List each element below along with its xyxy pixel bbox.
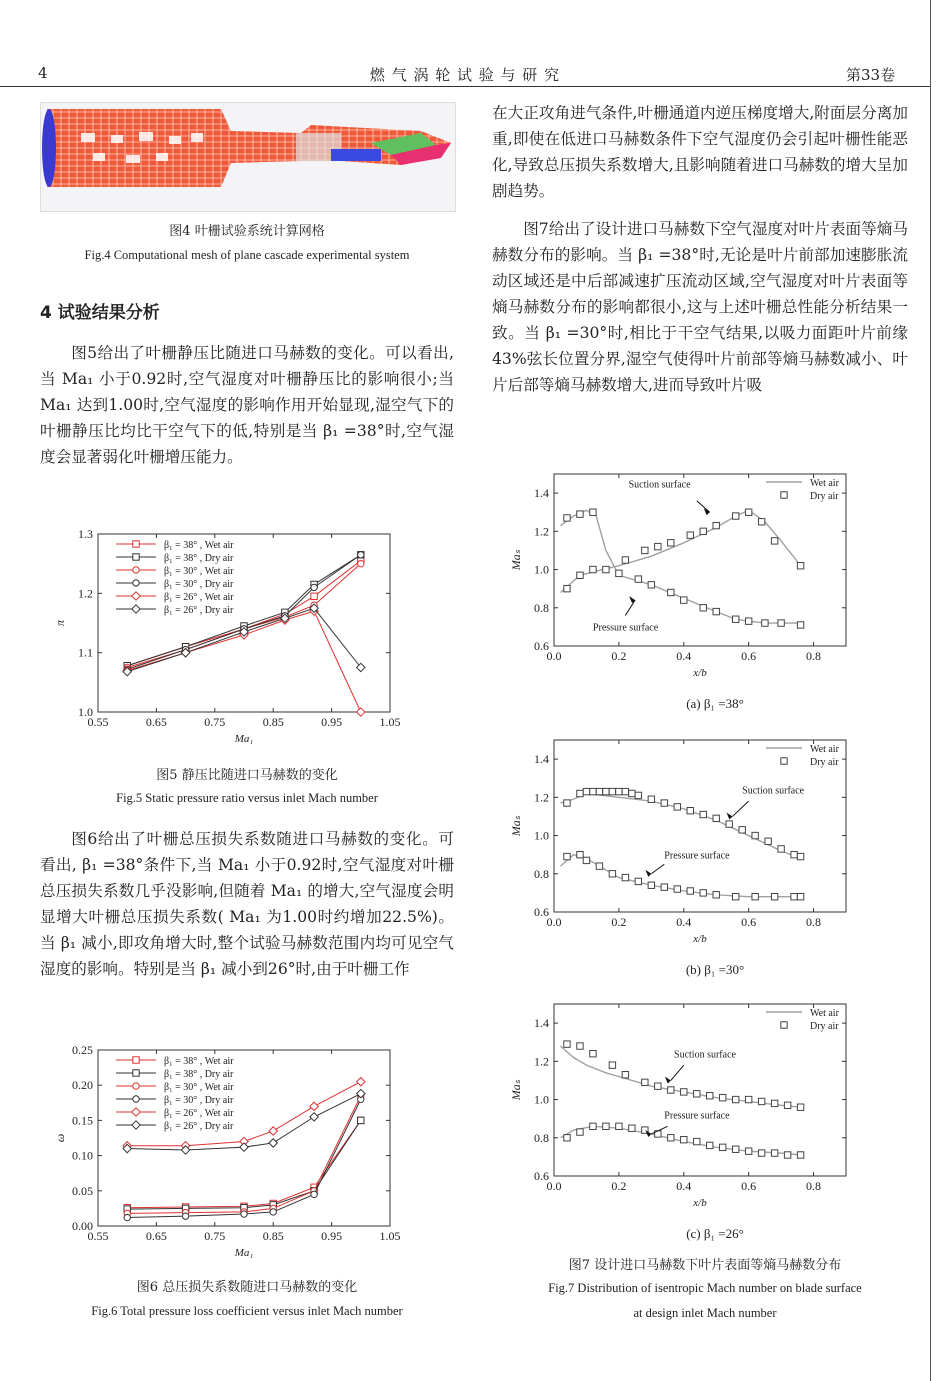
- y-tick-label: 1.2: [534, 524, 549, 539]
- fig6-caption-cn: 图6 总压损失系数随进口马赫数的变化: [136, 1280, 358, 1295]
- dry-air-point: [797, 853, 803, 859]
- fig7b-chart: [500, 728, 880, 956]
- dry-air-point: [700, 605, 706, 611]
- dry-air-point: [713, 892, 719, 898]
- y-tick-label: 1.0: [534, 562, 549, 577]
- fig7-caption-cn: 图7 设计进口马赫数下叶片表面等熵马赫数分布: [568, 1258, 842, 1273]
- page-number: 4: [38, 64, 48, 82]
- dry-air-point: [590, 566, 596, 572]
- y-tick-label: 1.1: [78, 645, 93, 660]
- dry-air-point: [739, 827, 745, 833]
- x-tick-label: 0.75: [204, 715, 226, 729]
- data-point: [240, 1143, 248, 1151]
- dry-air-point: [635, 576, 641, 582]
- series-line: [127, 1120, 361, 1207]
- y-tick-label: 0.6: [534, 1169, 549, 1183]
- legend-marker: [133, 1070, 139, 1076]
- dry-air-point: [687, 808, 693, 814]
- x-tick-label: 0.85: [262, 715, 284, 729]
- data-point: [311, 584, 317, 590]
- dry-air-point: [707, 1093, 713, 1099]
- legend-label: Wet air: [810, 478, 839, 489]
- annotation-arrow: [651, 864, 664, 874]
- legend-marker: [132, 1121, 140, 1129]
- legend-label: Dry air: [810, 757, 839, 768]
- dry-air-point: [603, 1123, 609, 1129]
- legend-label: Dry air: [810, 491, 839, 502]
- dry-air-point: [700, 890, 706, 896]
- legend-label: β₁ = 30° , Wet air: [164, 1082, 234, 1093]
- fig6-caption-en: Fig.6 Total pressure loss coefficient versus inlet Mach number: [91, 1304, 403, 1318]
- dry-air-point: [732, 616, 738, 622]
- dry-air-point: [732, 1096, 738, 1102]
- header-rule: [0, 86, 930, 87]
- fig4-caption-en: Fig.4 Computational mesh of plane cascade experimental system: [84, 248, 410, 262]
- fig5-caption-en: Fig.5 Static pressure ratio versus inlet Mach number: [116, 791, 378, 805]
- x-tick-label: 0.0: [546, 649, 562, 663]
- annotation-arrow: [625, 600, 635, 615]
- left-paragraph-1-text: 图5给出了叶栅静压比随进口马赫数的变化。可以看出,当 Ma₁ 小于0.92时,空气湿度对叶栅静压比的影响很小;当 Ma₁ 达到1.00时,空气湿度的影响作用开始显现,湿空气下的叶栅静压比均比干空气下的低,特别是当 β₁ =38°时,空气湿度会显著弱化叶栅增压能力。: [40, 344, 454, 466]
- data-point: [311, 1191, 317, 1197]
- dry-air-point: [732, 1146, 738, 1152]
- dry-air-point: [622, 788, 628, 794]
- left-paragraph-2-text: 图6给出了叶栅总压损失系数随进口马赫数的变化。可看出, β₁ =38°条件下,当 Ma₁ 小于0.92时,空气湿度对叶栅总压损失系数几乎没影响,但随着 Ma₁ 的增大,空气湿度会明显增大叶栅总压损失系数( Ma₁ 为1.00时约增加22.5%)。当 β₁ 减小,即攻角增大时,整个试验马赫数范围内均可见空气湿度的影响。特别是当 β₁ 减小到26°时,由于叶栅工作: [40, 830, 454, 978]
- annotation-arrow: [732, 801, 748, 816]
- dry-air-point: [732, 894, 738, 900]
- series-line: [127, 1082, 361, 1146]
- x-axis-label: Ma₁: [234, 733, 254, 745]
- dry-air-point: [713, 608, 719, 614]
- dry-air-point: [655, 543, 661, 549]
- plot-frame: [554, 1004, 846, 1176]
- journal-title: 燃 气 涡 轮 试 验 与 研 究: [369, 66, 561, 84]
- annotation-arrowhead: [665, 1076, 671, 1083]
- data-point: [311, 593, 317, 599]
- dry-air-point: [661, 884, 667, 890]
- y-axis-label: π: [53, 619, 67, 627]
- dry-air-point: [681, 1136, 687, 1142]
- y-tick-label: 0.8: [534, 866, 549, 881]
- fig7a-chart: [500, 462, 880, 690]
- legend-marker: [781, 1022, 787, 1028]
- data-point: [358, 552, 364, 558]
- dry-air-point: [609, 788, 615, 794]
- legend-marker: [133, 1096, 139, 1102]
- dry-air-point: [778, 620, 784, 626]
- fig7b-label: (b) β₁ =30°: [685, 962, 745, 977]
- y-tick-label: 1.0: [534, 1092, 549, 1107]
- x-tick-label: 0.8: [806, 915, 822, 929]
- x-tick-label: 0.0: [546, 1179, 562, 1193]
- y-tick-label: 1.4: [534, 1016, 549, 1031]
- y-tick-label: 1.2: [78, 586, 93, 601]
- dry-air-point: [577, 572, 583, 578]
- legend-marker: [132, 1108, 140, 1116]
- legend-label: β₁ = 38° , Wet air: [164, 540, 234, 551]
- dry-air-point: [564, 515, 570, 521]
- dry-air-point: [609, 1062, 615, 1068]
- dry-air-point: [622, 557, 628, 563]
- legend-marker: [781, 758, 787, 764]
- x-tick-label: 0.6: [741, 1179, 757, 1193]
- legend-label: β₁ = 38° , Dry air: [164, 553, 234, 564]
- legend-label: β₁ = 26° , Wet air: [164, 592, 234, 603]
- dry-air-point: [583, 788, 589, 794]
- data-point: [269, 1139, 277, 1147]
- legend-marker: [133, 567, 139, 573]
- dry-air-point: [797, 1104, 803, 1110]
- right-paragraph-2-text: 图7给出了设计进口马赫数下空气湿度对叶片表面等熵马赫数分布的影响。当 β₁ =38°时,无论是叶片前部加速膨胀流动区域还是中后部减速扩压流动区域,空气湿度对叶片表面等熵马赫数分布的影响都很小,这与上述叶栅总性能分析结果一致。当 β₁ =30°时,相比于干空气结果,以吸力面距叶片前缘43%弦长位置分界,湿空气使得叶片前部等熵马赫数减小、叶片后部等熵马赫数增大,进而导致叶片吸: [492, 220, 908, 394]
- dry-air-point: [648, 796, 654, 802]
- mesh-drawing: [41, 103, 455, 211]
- legend-label: Wet air: [810, 1008, 839, 1019]
- y-tick-label: 0.05: [72, 1183, 93, 1198]
- dry-air-point: [791, 894, 797, 900]
- data-point: [310, 1113, 318, 1121]
- dry-air-point: [577, 1129, 583, 1135]
- series-line: [127, 1096, 361, 1214]
- x-tick-label: 0.4: [676, 915, 692, 929]
- x-tick-label: 0.8: [806, 1179, 822, 1193]
- right-paragraph-2: [492, 216, 908, 398]
- y-tick-label: 0.10: [72, 1148, 93, 1163]
- dry-air-point: [771, 1100, 777, 1106]
- x-tick-label: 0.55: [87, 715, 109, 729]
- y-axis-label: Maₛ: [509, 549, 523, 571]
- x-tick-label: 0.2: [611, 1179, 627, 1193]
- series-line: [127, 1099, 361, 1217]
- annotation-label: Suction surface: [742, 785, 805, 797]
- dry-air-point: [616, 1123, 622, 1129]
- y-tick-label: 0.00: [72, 1219, 93, 1233]
- data-point: [269, 1127, 277, 1135]
- x-tick-label: 0.65: [145, 715, 167, 729]
- data-point: [241, 1211, 247, 1217]
- dry-air-point: [700, 811, 706, 817]
- dry-air-point: [687, 532, 693, 538]
- data-point: [270, 1209, 276, 1215]
- x-axis-label: x/b: [693, 1197, 707, 1209]
- dry-air-point: [707, 1142, 713, 1148]
- dry-air-point: [745, 1148, 751, 1154]
- dry-air-point: [590, 509, 596, 515]
- legend-marker: [781, 492, 787, 498]
- y-tick-label: 0.8: [534, 600, 549, 615]
- y-tick-label: 1.4: [534, 486, 549, 501]
- x-tick-label: 0.2: [611, 915, 627, 929]
- annotation-arrow: [697, 501, 710, 512]
- x-tick-label: 0.85: [262, 1229, 284, 1243]
- legend-label: β₁ = 38° , Dry air: [164, 1069, 234, 1080]
- y-tick-label: 0.6: [534, 639, 549, 653]
- data-point: [358, 1117, 364, 1123]
- dry-air-point: [797, 622, 803, 628]
- y-axis-label: Maₛ: [509, 1079, 523, 1101]
- legend-marker: [133, 580, 139, 586]
- annotation-arrowhead: [645, 870, 651, 877]
- annotation-label: Pressure surface: [664, 850, 730, 862]
- dry-air-point: [681, 597, 687, 603]
- dry-air-point: [797, 1152, 803, 1158]
- legend-marker: [133, 1057, 139, 1063]
- data-point: [357, 1077, 365, 1085]
- x-tick-label: 0.2: [611, 649, 627, 663]
- dry-air-point: [577, 851, 583, 857]
- right-paragraph-1-text: 在大正攻角进气条件,叶栅通道内逆压梯度增大,附面层分离加重,即使在低进口马赫数条件下空气湿度仍会引起叶栅性能恶化,导致总压损失系数增大,且影响随着进口马赫数的增大呈加剧趋势。: [492, 104, 908, 200]
- plot-frame: [554, 474, 846, 646]
- dry-air-point: [668, 589, 674, 595]
- plot-frame: [554, 740, 846, 912]
- dry-air-point: [616, 570, 622, 576]
- x-tick-label: 1.05: [379, 1229, 401, 1243]
- dry-air-point: [668, 1135, 674, 1141]
- dry-air-point: [713, 815, 719, 821]
- x-axis-label: x/b: [693, 667, 707, 679]
- dry-air-point: [694, 1091, 700, 1097]
- dry-air-point: [577, 1043, 583, 1049]
- dry-air-point: [674, 886, 680, 892]
- dry-air-point: [635, 792, 641, 798]
- dry-air-point: [745, 1096, 751, 1102]
- data-point: [182, 1213, 188, 1219]
- y-tick-label: 0.25: [72, 1043, 93, 1057]
- dry-air-point: [752, 832, 758, 838]
- dry-air-point: [564, 853, 570, 859]
- dry-air-point: [635, 878, 641, 884]
- legend-marker: [133, 541, 139, 547]
- dry-air-point: [791, 851, 797, 857]
- fig7a-plot: [509, 474, 846, 679]
- x-tick-label: 0.6: [741, 915, 757, 929]
- annotation-label: Suction surface: [628, 479, 691, 491]
- x-tick-label: 0.6: [741, 649, 757, 663]
- dry-air-point: [564, 800, 570, 806]
- x-axis-label: Ma₁: [234, 1247, 254, 1259]
- legend-label: β₁ = 30° , Wet air: [164, 566, 234, 577]
- dry-air-point: [661, 800, 667, 806]
- dry-air-point: [771, 1150, 777, 1156]
- dry-air-point: [758, 1098, 764, 1104]
- dry-air-point: [771, 538, 777, 544]
- fig5-caption-cn: 图5 静压比随进口马赫数的变化: [156, 768, 338, 783]
- dry-air-point: [596, 863, 602, 869]
- annotation-label: Suction surface: [674, 1049, 736, 1061]
- y-axis-label: Maₛ: [509, 815, 523, 837]
- x-tick-label: 0.95: [321, 1229, 343, 1243]
- x-tick-label: 0.0: [546, 915, 562, 929]
- y-axis-label: ω: [53, 1133, 67, 1143]
- fig7a-label: (a) β₁ =38°: [686, 696, 744, 711]
- legend-label: β₁ = 30° , Dry air: [164, 579, 234, 590]
- dry-air-point: [758, 1150, 764, 1156]
- fig5-plot: [53, 527, 401, 745]
- y-tick-label: 1.2: [534, 1054, 549, 1069]
- left-paragraph-2: [40, 826, 454, 982]
- dry-air-point: [616, 788, 622, 794]
- dry-air-point: [603, 566, 609, 572]
- fig7c-label: (c) β₁ =26°: [686, 1226, 744, 1241]
- dry-air-point: [726, 821, 732, 827]
- series-line: [127, 608, 361, 671]
- right-paragraph-1: [492, 100, 908, 204]
- x-tick-label: 0.95: [321, 715, 343, 729]
- section-title: 4 试验结果分析: [40, 303, 160, 323]
- fig4-caption-cn: 图4 叶栅试验系统计算网格: [169, 224, 325, 239]
- y-tick-label: 0.15: [72, 1113, 93, 1128]
- x-axis-label: x/b: [693, 933, 707, 945]
- x-tick-label: 0.65: [145, 1229, 167, 1243]
- dry-air-point: [765, 838, 771, 844]
- legend-label: β₁ = 26° , Wet air: [164, 1108, 234, 1119]
- left-paragraph-1: [40, 340, 454, 470]
- dry-air-point: [622, 1072, 628, 1078]
- dry-air-point: [752, 894, 758, 900]
- data-point: [124, 1214, 130, 1220]
- legend-label: Dry air: [810, 1021, 839, 1032]
- x-tick-label: 0.55: [87, 1229, 109, 1243]
- dry-air-point: [668, 540, 674, 546]
- dry-air-point: [596, 788, 602, 794]
- dry-air-point: [609, 871, 615, 877]
- series-line: [127, 555, 361, 670]
- x-tick-label: 0.4: [676, 649, 692, 663]
- x-tick-label: 1.05: [379, 715, 401, 729]
- legend-marker: [132, 605, 140, 613]
- annotation-label: Pressure surface: [664, 1110, 730, 1122]
- dry-air-point: [603, 788, 609, 794]
- dry-air-point: [577, 511, 583, 517]
- dry-air-point: [622, 874, 628, 880]
- y-tick-label: 1.2: [534, 790, 549, 805]
- dry-air-point: [681, 1089, 687, 1095]
- fig6-chart: [40, 1040, 450, 1270]
- dry-air-point: [642, 1079, 648, 1085]
- x-tick-label: 0.8: [806, 649, 822, 663]
- dry-air-point: [590, 788, 596, 794]
- dry-air-point: [720, 1094, 726, 1100]
- dry-air-point: [564, 585, 570, 591]
- legend-marker: [132, 592, 140, 600]
- mesh-image: [40, 102, 456, 212]
- dry-air-point: [655, 1083, 661, 1089]
- volume-label: 第33卷: [846, 66, 896, 84]
- legend-marker: [133, 1083, 139, 1089]
- dry-air-point: [778, 846, 784, 852]
- fig7c-plot: [509, 1004, 846, 1209]
- legend-label: β₁ = 30° , Dry air: [164, 1095, 234, 1106]
- dry-air-point: [648, 582, 654, 588]
- annotation-label: Pressure surface: [592, 622, 659, 634]
- data-point: [358, 560, 364, 566]
- dry-air-point: [590, 1050, 596, 1056]
- dry-air-point: [564, 1041, 570, 1047]
- x-tick-label: 0.75: [204, 1229, 226, 1243]
- page-edge-line: [930, 0, 931, 1381]
- data-point: [310, 1102, 318, 1110]
- dry-air-point: [745, 618, 751, 624]
- dry-air-point: [745, 509, 751, 515]
- dry-air-point: [687, 888, 693, 894]
- series-line: [127, 1120, 361, 1209]
- y-tick-label: 1.4: [534, 752, 549, 767]
- fig7c-chart: [500, 992, 880, 1220]
- dry-air-point: [700, 528, 706, 534]
- dry-air-point: [668, 1087, 674, 1093]
- dry-air-point: [784, 1152, 790, 1158]
- dry-air-point: [797, 563, 803, 569]
- legend-marker: [133, 554, 139, 560]
- annotation-arrow: [671, 1065, 684, 1080]
- dry-air-point: [577, 790, 583, 796]
- series-line: [127, 555, 361, 666]
- y-tick-label: 0.6: [534, 905, 549, 919]
- fig5-chart: [40, 522, 450, 762]
- dry-air-point: [771, 894, 777, 900]
- dry-air-point: [732, 513, 738, 519]
- y-tick-label: 0.8: [534, 1130, 549, 1145]
- dry-air-point: [583, 857, 589, 863]
- dry-air-point: [784, 1102, 790, 1108]
- y-tick-label: 1.0: [78, 705, 93, 719]
- dry-air-point: [713, 522, 719, 528]
- legend-label: β₁ = 38° , Wet air: [164, 1056, 234, 1067]
- dry-air-point: [674, 804, 680, 810]
- fig7-caption-en-2: at design inlet Mach number: [633, 1306, 777, 1320]
- data-point: [357, 708, 365, 716]
- dry-air-point: [629, 790, 635, 796]
- y-tick-label: 1.0: [534, 828, 549, 843]
- dry-air-point: [642, 547, 648, 553]
- legend-label: β₁ = 26° , Dry air: [164, 605, 234, 616]
- x-tick-label: 0.4: [676, 1179, 692, 1193]
- annotation-arrowhead: [726, 812, 732, 819]
- dry-air-point: [797, 894, 803, 900]
- dry-air-point: [720, 1144, 726, 1150]
- legend-label: β₁ = 26° , Dry air: [164, 1121, 234, 1132]
- dry-air-point: [758, 519, 764, 525]
- fig6-plot: [53, 1043, 401, 1259]
- dry-air-point: [694, 1138, 700, 1144]
- dry-air-point: [590, 1123, 596, 1129]
- y-tick-label: 1.3: [78, 527, 93, 541]
- dry-air-point: [762, 620, 768, 626]
- legend-label: Wet air: [810, 744, 839, 755]
- dry-air-point: [564, 1135, 570, 1141]
- fig7b-plot: [509, 740, 846, 945]
- fig7-caption-en-1: Fig.7 Distribution of isentropic Mach number on blade surface: [548, 1281, 862, 1295]
- y-tick-label: 0.20: [72, 1078, 93, 1093]
- dry-air-point: [648, 882, 654, 888]
- dry-air-point: [629, 1125, 635, 1131]
